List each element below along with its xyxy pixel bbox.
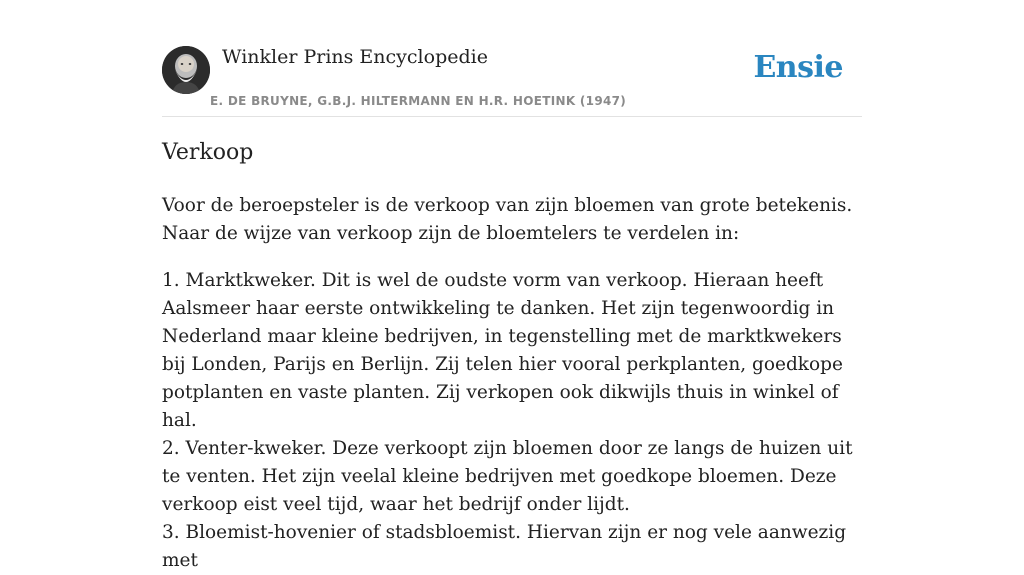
page bbox=[162, 0, 862, 571]
site-title[interactable]: Winkler Prins Encyclopedie bbox=[222, 46, 488, 68]
article-body bbox=[162, 192, 862, 575]
article-intro: Voor de beroepsteler is de verkoop van zijn bloemen van grote betekenis. Naar de wijze van verkoop zijn de bloemtelers te verdelen in: bbox=[162, 195, 853, 244]
list-item: 2. Venter-kweker. Deze verkoopt zijn bloemen door ze langs de huizen uit te venten. Het zijn veelal kleine bedrijven met goedkope bloemen. Deze verkoop eist veel tijd, waar het bedrijf onder lijdt. bbox=[162, 438, 853, 515]
list-item: 1. Marktkweker. Dit is wel de oudste vorm van verkoop. Hieraan heeft Aalsmeer haar eerste ontwikkeling te danken. Het zijn tegenwoordig in Nederland maar kleine bedrijven, in tegenstelling met de marktkwekers bij Londen, Parijs en Berlijn. Zij telen hier vooral perkplanten, goedkope potplanten en vaste planten. Zij verkopen ook dikwijls thuis in winkel of hal. bbox=[162, 270, 843, 431]
portrait-icon bbox=[162, 46, 210, 94]
author-avatar[interactable] bbox=[162, 46, 210, 94]
authors-line: E. DE BRUYNE, G.B.J. HILTERMANN EN H.R. HOETINK (1947) bbox=[210, 94, 627, 108]
site-header bbox=[162, 0, 862, 117]
list-item: 3. Bloemist-hovenier of stadsbloemist. Hiervan zijn er nog vele aanwezig met bbox=[162, 522, 847, 571]
article-title: Verkoop bbox=[162, 140, 254, 165]
sales-list bbox=[162, 267, 862, 575]
brand-logo[interactable]: Ensie bbox=[753, 50, 843, 85]
